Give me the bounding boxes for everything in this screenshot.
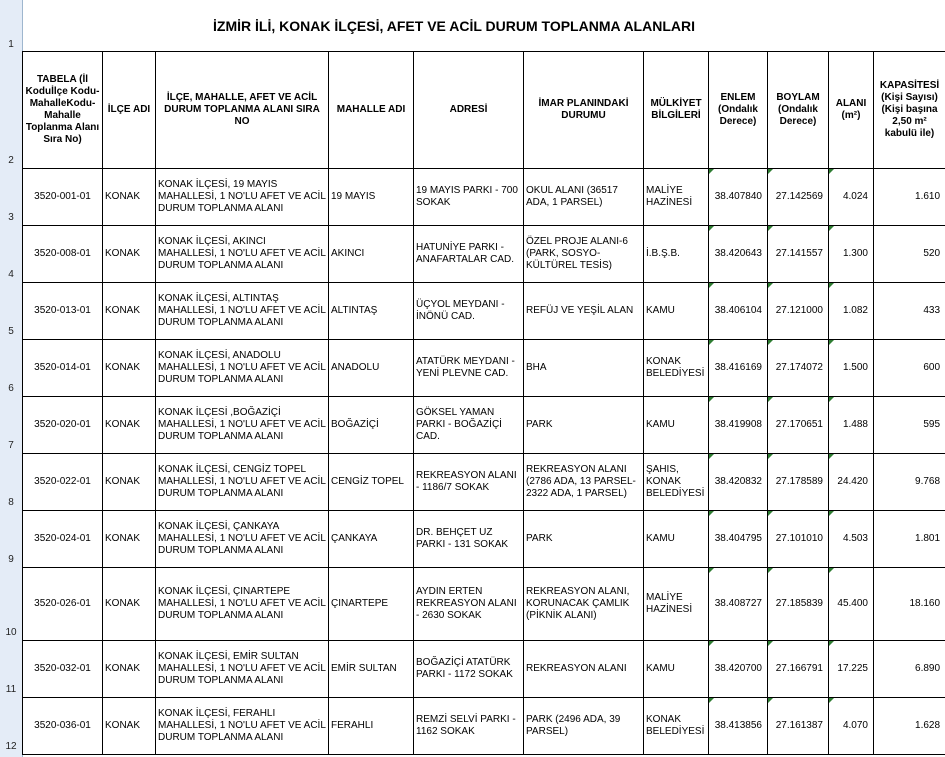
cell-alan[interactable]: 45.400 bbox=[829, 568, 874, 641]
header-row bbox=[23, 52, 945, 169]
cell-imar[interactable]: PARK (2496 ADA, 39 PARSEL) bbox=[524, 698, 644, 755]
cell-boylam[interactable]: 27.141557 bbox=[768, 226, 829, 283]
cell-ilce[interactable]: KONAK bbox=[103, 340, 156, 397]
cell-mulkiyet[interactable]: KAMU bbox=[644, 283, 709, 340]
cell-enlem[interactable]: 38.419908 bbox=[709, 397, 768, 454]
cell-ilce-mahalle[interactable]: KONAK İLÇESİ, ÇINARTEPE MAHALLESİ, 1 NO'LU AFET VE ACİL DURUM TOPLANMA ALANI bbox=[156, 568, 329, 641]
cell-mahalle[interactable]: CENGİZ TOPEL bbox=[329, 454, 414, 511]
cell-alan[interactable]: 1.300 bbox=[829, 226, 874, 283]
row-number-9[interactable]: 9 bbox=[8, 554, 14, 565]
table-row bbox=[23, 226, 945, 283]
cell-kapasite[interactable]: 600 bbox=[874, 340, 945, 397]
sheet-title-cell[interactable] bbox=[23, 0, 945, 52]
row-header-column bbox=[0, 0, 23, 757]
cell-imar[interactable]: BHA bbox=[524, 340, 644, 397]
cell-mahalle[interactable]: ÇINARTEPE bbox=[329, 568, 414, 641]
cell-kapasite[interactable]: 6.890 bbox=[874, 641, 945, 698]
cell-ilce-mahalle[interactable]: KONAK İLÇESİ, 19 MAYIS MAHALLESİ, 1 NO'LU AFET VE ACİL DURUM TOPLANMA ALANI bbox=[156, 169, 329, 226]
cell-boylam[interactable]: 27.101010 bbox=[768, 511, 829, 568]
row-number-12[interactable]: 12 bbox=[5, 741, 17, 752]
cell-alan[interactable]: 1.082 bbox=[829, 283, 874, 340]
cell-alan[interactable]: 4.503 bbox=[829, 511, 874, 568]
cell-mulkiyet[interactable]: MALİYE HAZİNESİ bbox=[644, 169, 709, 226]
cell-enlem[interactable]: 38.404795 bbox=[709, 511, 768, 568]
cell-ilce-mahalle[interactable]: KONAK İLÇESİ, AKINCI MAHALLESİ, 1 NO'LU AFET VE ACİL DURUM TOPLANMA ALANI bbox=[156, 226, 329, 283]
row-number-10[interactable]: 10 bbox=[5, 627, 17, 638]
cell-tabela[interactable]: 3520-036-01 bbox=[23, 698, 103, 755]
cell-mulkiyet[interactable]: KAMU bbox=[644, 641, 709, 698]
cell-alan[interactable]: 4.070 bbox=[829, 698, 874, 755]
cell-ilce[interactable]: KONAK bbox=[103, 226, 156, 283]
table-row bbox=[23, 340, 945, 397]
cell-ilce-mahalle[interactable]: KONAK İLÇESİ, CENGİZ TOPEL MAHALLESİ, 1 NO'LU AFET VE ACİL DURUM TOPLANMA ALANI bbox=[156, 454, 329, 511]
cell-imar[interactable]: REKREASYON ALANI (2786 ADA, 13 PARSEL-2322 ADA, 1 PARSEL) bbox=[524, 454, 644, 511]
cell-kapasite[interactable]: 1.610 bbox=[874, 169, 945, 226]
cell-tabela[interactable]: 3520-013-01 bbox=[23, 283, 103, 340]
cell-tabela[interactable]: 3520-024-01 bbox=[23, 511, 103, 568]
cell-ilce[interactable]: KONAK bbox=[103, 454, 156, 511]
row-number-1[interactable]: 1 bbox=[8, 39, 14, 50]
cell-mulkiyet[interactable]: İ.B.Ş.B. bbox=[644, 226, 709, 283]
header-boylam[interactable]: BOYLAM (Ondalık Derece) bbox=[768, 52, 829, 169]
cell-alan[interactable]: 1.500 bbox=[829, 340, 874, 397]
cell-enlem[interactable]: 38.407840 bbox=[709, 169, 768, 226]
cell-imar[interactable]: REFÜJ VE YEŞİL ALAN bbox=[524, 283, 644, 340]
cell-alan[interactable]: 1.488 bbox=[829, 397, 874, 454]
row-number-5[interactable]: 5 bbox=[8, 326, 14, 337]
table-row bbox=[23, 169, 945, 226]
cell-ilce[interactable]: KONAK bbox=[103, 169, 156, 226]
header-adres[interactable]: ADRESİ bbox=[414, 52, 524, 169]
assembly-area-table bbox=[22, 0, 945, 755]
cell-imar[interactable]: REKREASYON ALANI, KORUNACAK ÇAMLIK (PİKNİK ALANI) bbox=[524, 568, 644, 641]
cell-mulkiyet[interactable]: KONAK BELEDİYESİ bbox=[644, 698, 709, 755]
cell-boylam[interactable]: 27.161387 bbox=[768, 698, 829, 755]
cell-imar[interactable]: PARK bbox=[524, 511, 644, 568]
header-mulkiyet[interactable]: MÜLKİYET BİLGİLERİ bbox=[644, 52, 709, 169]
cell-adres[interactable]: BOĞAZİÇİ ATATÜRK PARKI - 1172 SOKAK bbox=[414, 641, 524, 698]
cell-adres[interactable]: ATATÜRK MEYDANI - YENİ PLEVNE CAD. bbox=[414, 340, 524, 397]
cell-kapasite[interactable]: 1.628 bbox=[874, 698, 945, 755]
table-body bbox=[23, 169, 945, 755]
cell-boylam[interactable]: 27.185839 bbox=[768, 568, 829, 641]
header-alan-label: ALANI bbox=[835, 98, 867, 109]
cell-ilce[interactable]: KONAK bbox=[103, 283, 156, 340]
cell-adres[interactable]: REKREASYON ALANI - 1186/7 SOKAK bbox=[414, 454, 524, 511]
table-row bbox=[23, 454, 945, 511]
cell-adres[interactable]: HATUNİYE PARKI - ANAFARTALAR CAD. bbox=[414, 226, 524, 283]
cell-boylam[interactable]: 27.178589 bbox=[768, 454, 829, 511]
cell-alan[interactable]: 4.024 bbox=[829, 169, 874, 226]
cell-mahalle[interactable]: BOĞAZİÇİ bbox=[329, 397, 414, 454]
cell-kapasite[interactable]: 520 bbox=[874, 226, 945, 283]
header-enlem[interactable]: ENLEM (Ondalık Derece) bbox=[709, 52, 768, 169]
header-ilce-mahalle[interactable]: İLÇE, MAHALLE, AFET VE ACİL DURUM TOPLANMA ALANI SIRA NO bbox=[156, 52, 329, 169]
table-row bbox=[23, 568, 945, 641]
header-ilce[interactable]: İLÇE ADI bbox=[103, 52, 156, 169]
cell-boylam[interactable]: 27.166791 bbox=[768, 641, 829, 698]
cell-mulkiyet[interactable]: KAMU bbox=[644, 397, 709, 454]
cell-imar[interactable]: PARK bbox=[524, 397, 644, 454]
cell-tabela[interactable]: 3520-022-01 bbox=[23, 454, 103, 511]
cell-mahalle[interactable]: ÇANKAYA bbox=[329, 511, 414, 568]
cell-mulkiyet[interactable]: KONAK BELEDİYESİ bbox=[644, 340, 709, 397]
cell-ilce[interactable]: KONAK bbox=[103, 511, 156, 568]
header-imar[interactable]: İMAR PLANINDAKİ DURUMU bbox=[524, 52, 644, 169]
cell-enlem[interactable]: 38.420832 bbox=[709, 454, 768, 511]
header-alan-unit: (m²) bbox=[841, 110, 861, 121]
cell-kapasite[interactable]: 595 bbox=[874, 397, 945, 454]
cell-ilce[interactable]: KONAK bbox=[103, 397, 156, 454]
cell-ilce[interactable]: KONAK bbox=[103, 698, 156, 755]
cell-alan[interactable]: 24.420 bbox=[829, 454, 874, 511]
cell-enlem[interactable]: 38.420700 bbox=[709, 641, 768, 698]
cell-boylam[interactable]: 27.142569 bbox=[768, 169, 829, 226]
cell-ilce-mahalle[interactable]: KONAK İLÇESİ, ÇANKAYA MAHALLESİ, 1 NO'LU AFET VE ACİL DURUM TOPLANMA ALANI bbox=[156, 511, 329, 568]
cell-mahalle[interactable]: AKINCI bbox=[329, 226, 414, 283]
cell-kapasite[interactable]: 18.160 bbox=[874, 568, 945, 641]
cell-imar[interactable]: ÖZEL PROJE ALANI-6 (PARK, SOSYO-KÜLTÜREL TESİS) bbox=[524, 226, 644, 283]
cell-mahalle[interactable]: ANADOLU bbox=[329, 340, 414, 397]
cell-tabela[interactable]: 3520-008-01 bbox=[23, 226, 103, 283]
cell-tabela[interactable]: 3520-026-01 bbox=[23, 568, 103, 641]
header-kapasite[interactable]: KAPASİTESİ (Kişi Sayısı) (Kişi başına 2,50 m² kabulü ile) bbox=[874, 52, 945, 169]
row-number-3[interactable]: 3 bbox=[8, 212, 14, 223]
cell-enlem[interactable]: 38.413856 bbox=[709, 698, 768, 755]
cell-kapasite[interactable]: 1.801 bbox=[874, 511, 945, 568]
cell-enlem[interactable]: 38.416169 bbox=[709, 340, 768, 397]
cell-mulkiyet[interactable]: MALİYE HAZİNESİ bbox=[644, 568, 709, 641]
header-tabela[interactable]: TABELA (İl Koduİlçe Kodu-MahalleKodu-Mahalle Toplanma Alanı Sıra No) bbox=[23, 52, 103, 169]
cell-kapasite[interactable]: 9.768 bbox=[874, 454, 945, 511]
sheet-title: İZMİR İLİ, KONAK İLÇESİ, AFET VE ACİL DURUM TOPLANMA ALANLARI bbox=[213, 17, 695, 34]
cell-ilce[interactable]: KONAK bbox=[103, 641, 156, 698]
cell-boylam[interactable]: 27.121000 bbox=[768, 283, 829, 340]
cell-tabela[interactable]: 3520-032-01 bbox=[23, 641, 103, 698]
title-row bbox=[23, 0, 945, 52]
cell-adres[interactable]: AYDIN ERTEN REKREASYON ALANI - 2630 SOKAK bbox=[414, 568, 524, 641]
cell-adres[interactable]: DR. BEHÇET UZ PARKI - 131 SOKAK bbox=[414, 511, 524, 568]
cell-tabela[interactable]: 3520-020-01 bbox=[23, 397, 103, 454]
cell-mulkiyet[interactable]: KAMU bbox=[644, 511, 709, 568]
cell-mahalle[interactable]: EMİR SULTAN bbox=[329, 641, 414, 698]
cell-mahalle[interactable]: 19 MAYIS bbox=[329, 169, 414, 226]
cell-adres[interactable]: ÜÇYOL MEYDANI - İNÖNÜ CAD. bbox=[414, 283, 524, 340]
cell-mahalle[interactable]: FERAHLI bbox=[329, 698, 414, 755]
row-number-7[interactable]: 7 bbox=[8, 440, 14, 451]
cell-adres[interactable]: GÖKSEL YAMAN PARKI - BOĞAZİÇİ CAD. bbox=[414, 397, 524, 454]
cell-kapasite[interactable]: 433 bbox=[874, 283, 945, 340]
cell-enlem[interactable]: 38.406104 bbox=[709, 283, 768, 340]
row-number-2[interactable]: 2 bbox=[8, 155, 14, 166]
table-row bbox=[23, 397, 945, 454]
row-number-4[interactable]: 4 bbox=[8, 269, 14, 280]
cell-ilce-mahalle[interactable]: KONAK İLÇESİ, ALTINTAŞ MAHALLESİ, 1 NO'LU AFET VE ACİL DURUM TOPLANMA ALANI bbox=[156, 283, 329, 340]
cell-imar[interactable]: OKUL ALANI (36517 ADA, 1 PARSEL) bbox=[524, 169, 644, 226]
cell-tabela[interactable]: 3520-001-01 bbox=[23, 169, 103, 226]
cell-ilce[interactable]: KONAK bbox=[103, 568, 156, 641]
row-number-8[interactable]: 8 bbox=[8, 497, 14, 508]
table-row bbox=[23, 511, 945, 568]
cell-enlem[interactable]: 38.420643 bbox=[709, 226, 768, 283]
cell-ilce-mahalle[interactable]: KONAK İLÇESİ ,BOĞAZİÇİ MAHALLESİ, 1 NO'LU AFET VE ACİL DURUM TOPLANMA ALANI bbox=[156, 397, 329, 454]
cell-boylam[interactable]: 27.174072 bbox=[768, 340, 829, 397]
table-row bbox=[23, 283, 945, 340]
cell-enlem[interactable]: 38.408727 bbox=[709, 568, 768, 641]
cell-ilce-mahalle[interactable]: KONAK İLÇESİ, EMİR SULTAN MAHALLESİ, 1 NO'LU AFET VE ACİL DURUM TOPLANMA ALANI bbox=[156, 641, 329, 698]
row-number-6[interactable]: 6 bbox=[8, 383, 14, 394]
cell-tabela[interactable]: 3520-014-01 bbox=[23, 340, 103, 397]
cell-ilce-mahalle[interactable]: KONAK İLÇESİ, ANADOLU MAHALLESİ, 1 NO'LU AFET VE ACİL DURUM TOPLANMA ALANI bbox=[156, 340, 329, 397]
header-alan[interactable] bbox=[829, 52, 874, 169]
cell-mulkiyet[interactable]: ŞAHIS, KONAK BELEDİYESİ bbox=[644, 454, 709, 511]
cell-boylam[interactable]: 27.170651 bbox=[768, 397, 829, 454]
header-mahalle[interactable]: MAHALLE ADI bbox=[329, 52, 414, 169]
table-row bbox=[23, 698, 945, 755]
cell-adres[interactable]: REMZİ SELVİ PARKI - 1162 SOKAK bbox=[414, 698, 524, 755]
table-row bbox=[23, 641, 945, 698]
row-number-11[interactable]: 11 bbox=[5, 684, 17, 695]
cell-mahalle[interactable]: ALTINTAŞ bbox=[329, 283, 414, 340]
cell-adres[interactable]: 19 MAYIS PARKI - 700 SOKAK bbox=[414, 169, 524, 226]
cell-alan[interactable]: 17.225 bbox=[829, 641, 874, 698]
cell-imar[interactable]: REKREASYON ALANI bbox=[524, 641, 644, 698]
cell-ilce-mahalle[interactable]: KONAK İLÇESİ, FERAHLI MAHALLESİ, 1 NO'LU AFET VE ACİL DURUM TOPLANMA ALANI bbox=[156, 698, 329, 755]
